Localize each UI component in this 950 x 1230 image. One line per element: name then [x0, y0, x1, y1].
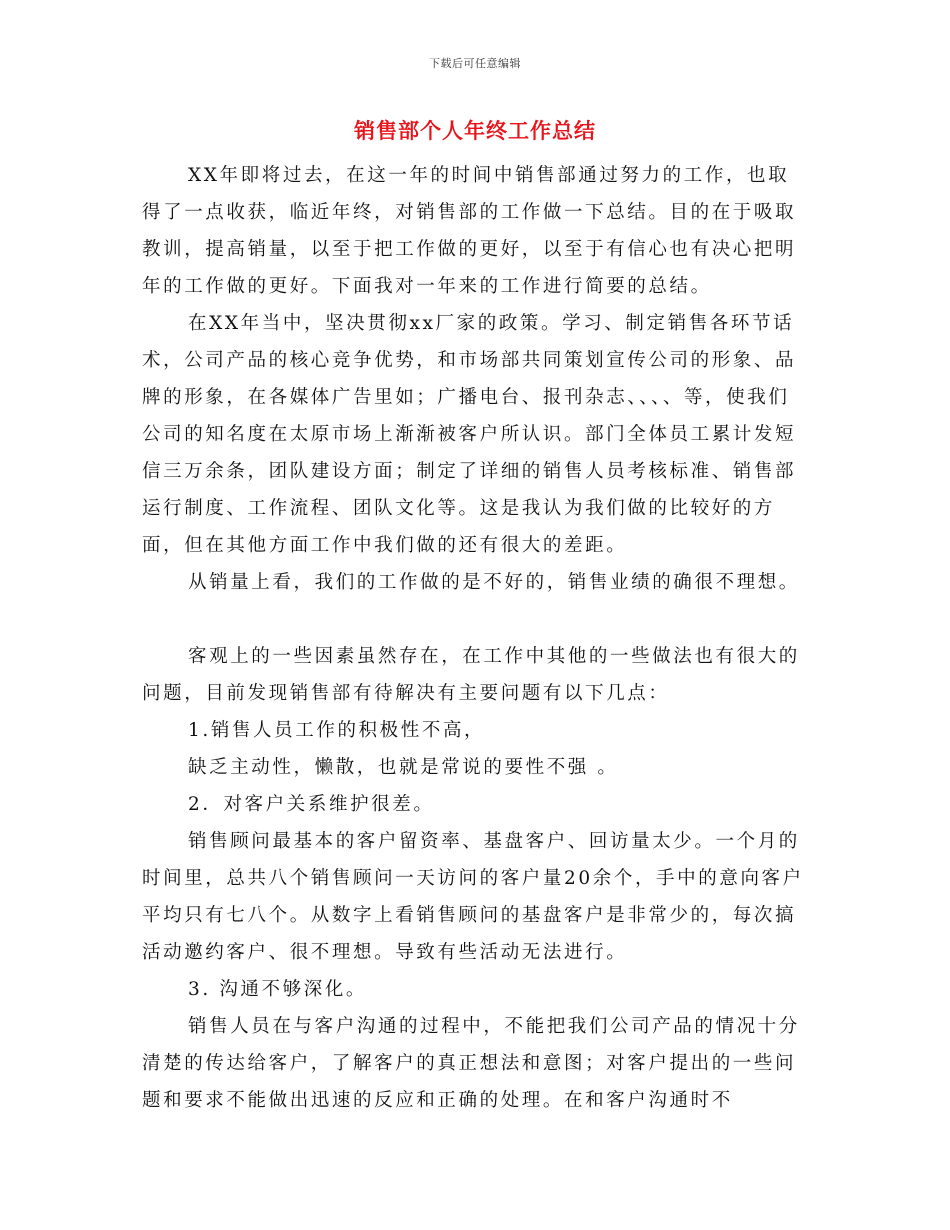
- header-note: 下载后可任意编辑: [429, 57, 521, 70]
- paragraph-problem-3: 3. 沟通不够深化。: [188, 979, 368, 1000]
- paragraph-problems-intro: 客观上的一些因素虽然存在，在工作中其他的一些做法也有很大的问题，目前发现销售部有待解决有主要问题有以下几点：: [142, 646, 800, 704]
- paragraph-problem-2: 2．对客户关系维护很差。: [188, 794, 435, 815]
- document-body: [142, 157, 810, 1119]
- paragraph-blank: [142, 601, 810, 638]
- paragraph-problem-1-detail: 缺乏主动性，懒散，也就是常说的要性不强 。: [188, 757, 619, 778]
- document-title: 销售部个人年终工作总结: [354, 118, 596, 143]
- paragraph-intro: XX年即将过去，在这一年的时间中销售部通过努力的工作，也取得了一点收获，临近年终，对销售部的工作做一下总结。目的在于吸取教训，提高销量，以至于把工作做的更好，以至于有信心也有决心把明年的工作做的更好。下面我对一年来的工作进行简要的总结。: [142, 165, 797, 297]
- paragraph-problem-3-detail: 销售人员在与客户沟通的过程中，不能把我们公司产品的情况十分清楚的传达给客户，了解客户的真正想法和意图；对客户提出的一些问题和要求不能做出迅速的反应和正确的处理。在和客户沟通时不: [142, 1016, 800, 1111]
- paragraph-problem-2-detail: 销售顾问最基本的客户留资率、基盘客户、回访量太少。一个月的时间里，总共八个销售顾问一天访问的客户量20余个，手中的意向客户平均只有七八个。从数字上看销售顾问的基盘客户是非常少的，每次搞活动邀约客户、很不理想。导致有些活动无法进行。: [142, 831, 804, 963]
- paragraph-achievements: 在XX年当中，坚决贯彻xx厂家的政策。学习、制定销售各环节话术，公司产品的核心竞争优势，和市场部共同策划宣传公司的形象、品牌的形象，在各媒体广告里如；广播电台、报刊杂志、、、、等，使我们公司的知名度在太原市场上渐渐被客户所认识。部门全体员工累计发短信三万余条，团队建设方面；制定了详细的销售人员考核标准、销售部运行制度、工作流程、团队文化等。这是我认为我们做的比较好的方面，但在其他方面工作中我们做的还有很大的差距。: [142, 313, 797, 556]
- paragraph-sales-volume: 从销量上看，我们的工作做的是不好的，销售业绩的确很不理想。: [188, 572, 800, 593]
- paragraph-problem-1: 1.销售人员工作的积极性不高，: [188, 720, 486, 741]
